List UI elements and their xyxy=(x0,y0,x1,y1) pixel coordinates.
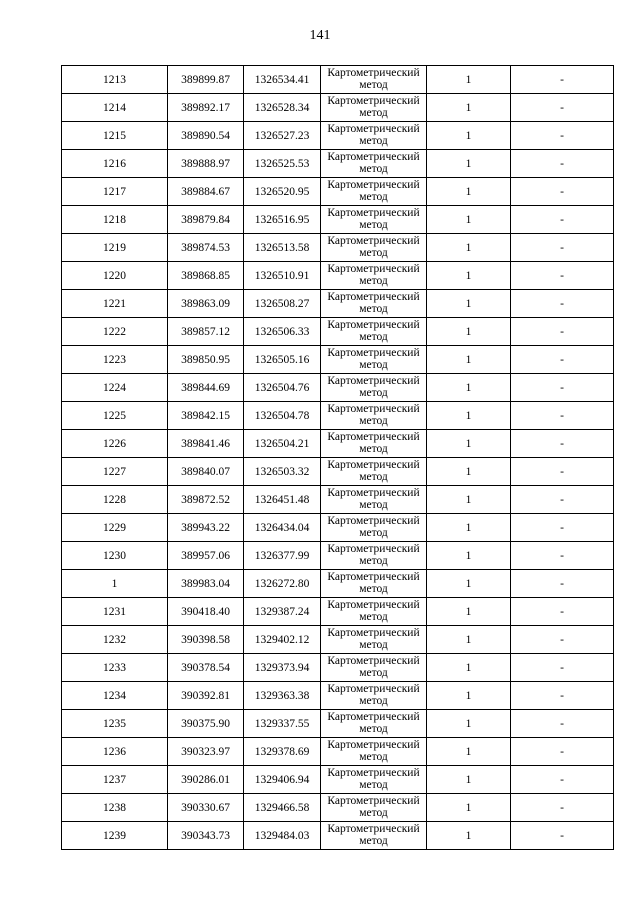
table-row xyxy=(62,542,614,570)
method-line-2: метод xyxy=(359,247,388,259)
cell-note: - xyxy=(511,710,614,738)
cell-y: 1326434.04 xyxy=(244,514,321,542)
cell-point: 1219 xyxy=(62,234,168,262)
table-row xyxy=(62,458,614,486)
cell-note: - xyxy=(511,374,614,402)
method-line-2: метод xyxy=(359,835,388,847)
cell-point: 1239 xyxy=(62,822,168,850)
cell-point: 1224 xyxy=(62,374,168,402)
table-row xyxy=(62,206,614,234)
cell-accuracy: 1 xyxy=(427,738,511,766)
cell-note: - xyxy=(511,794,614,822)
method-line-1: Картометрический xyxy=(327,711,420,723)
method-line-1: Картометрический xyxy=(327,823,420,835)
method-line-1: Картометрический xyxy=(327,207,420,219)
cell-y: 1326527.23 xyxy=(244,122,321,150)
cell-x: 390418.40 xyxy=(168,598,244,626)
cell-x: 389890.54 xyxy=(168,122,244,150)
cell-point: 1232 xyxy=(62,626,168,654)
table-row xyxy=(62,514,614,542)
method-line-1: Картометрический xyxy=(327,347,420,359)
cell-y: 1326377.99 xyxy=(244,542,321,570)
method-line-1: Картометрический xyxy=(327,515,420,527)
cell-accuracy: 1 xyxy=(427,262,511,290)
cell-method xyxy=(321,598,427,626)
cell-point: 1214 xyxy=(62,94,168,122)
cell-note: - xyxy=(511,598,614,626)
method-line-1: Картометрический xyxy=(327,291,420,303)
cell-method xyxy=(321,542,427,570)
method-line-2: метод xyxy=(359,79,388,91)
cell-y: 1329402.12 xyxy=(244,626,321,654)
method-line-1: Картометрический xyxy=(327,151,420,163)
cell-note: - xyxy=(511,738,614,766)
cell-y: 1326508.27 xyxy=(244,290,321,318)
table-row xyxy=(62,150,614,178)
cell-point: 1228 xyxy=(62,486,168,514)
cell-note: - xyxy=(511,262,614,290)
cell-x: 389844.69 xyxy=(168,374,244,402)
cell-accuracy: 1 xyxy=(427,822,511,850)
method-line-1: Картометрический xyxy=(327,767,420,779)
method-line-2: метод xyxy=(359,639,388,651)
cell-method xyxy=(321,766,427,794)
cell-point: 1226 xyxy=(62,430,168,458)
cell-point: 1217 xyxy=(62,178,168,206)
cell-accuracy: 1 xyxy=(427,766,511,794)
cell-y: 1326528.34 xyxy=(244,94,321,122)
cell-x: 390323.97 xyxy=(168,738,244,766)
cell-accuracy: 1 xyxy=(427,430,511,458)
cell-point: 1215 xyxy=(62,122,168,150)
method-line-2: метод xyxy=(359,611,388,623)
cell-point: 1233 xyxy=(62,654,168,682)
method-line-1: Картометрический xyxy=(327,739,420,751)
cell-note: - xyxy=(511,402,614,430)
table-row xyxy=(62,122,614,150)
cell-accuracy: 1 xyxy=(427,94,511,122)
method-line-1: Картометрический xyxy=(327,571,420,583)
cell-method xyxy=(321,206,427,234)
cell-point: 1222 xyxy=(62,318,168,346)
cell-method xyxy=(321,738,427,766)
cell-note: - xyxy=(511,66,614,94)
cell-note: - xyxy=(511,570,614,598)
method-line-1: Картометрический xyxy=(327,375,420,387)
page-number: 141 xyxy=(309,28,331,43)
coordinates-table-body xyxy=(62,66,614,850)
cell-method xyxy=(321,150,427,178)
method-line-2: метод xyxy=(359,107,388,119)
method-line-1: Картометрический xyxy=(327,599,420,611)
cell-x: 389983.04 xyxy=(168,570,244,598)
cell-accuracy: 1 xyxy=(427,318,511,346)
table-row xyxy=(62,290,614,318)
cell-accuracy: 1 xyxy=(427,542,511,570)
cell-x: 389850.95 xyxy=(168,346,244,374)
method-line-2: метод xyxy=(359,443,388,455)
method-line-2: метод xyxy=(359,303,388,315)
cell-point: 1 xyxy=(62,570,168,598)
method-line-2: метод xyxy=(359,331,388,343)
cell-y: 1326513.58 xyxy=(244,234,321,262)
cell-y: 1326516.95 xyxy=(244,206,321,234)
method-line-1: Картометрический xyxy=(327,67,420,79)
method-line-1: Картометрический xyxy=(327,795,420,807)
cell-note: - xyxy=(511,234,614,262)
cell-y: 1329484.03 xyxy=(244,822,321,850)
cell-y: 1329387.24 xyxy=(244,598,321,626)
cell-note: - xyxy=(511,654,614,682)
table-row xyxy=(62,178,614,206)
cell-y: 1329363.38 xyxy=(244,682,321,710)
cell-x: 389872.52 xyxy=(168,486,244,514)
cell-accuracy: 1 xyxy=(427,66,511,94)
cell-note: - xyxy=(511,346,614,374)
cell-x: 389863.09 xyxy=(168,290,244,318)
cell-accuracy: 1 xyxy=(427,290,511,318)
method-line-2: метод xyxy=(359,471,388,483)
cell-y: 1326506.33 xyxy=(244,318,321,346)
method-line-1: Картометрический xyxy=(327,487,420,499)
table-row xyxy=(62,430,614,458)
method-line-2: метод xyxy=(359,163,388,175)
cell-method xyxy=(321,262,427,290)
cell-method xyxy=(321,234,427,262)
cell-accuracy: 1 xyxy=(427,570,511,598)
table-row xyxy=(62,598,614,626)
cell-method xyxy=(321,486,427,514)
cell-method xyxy=(321,514,427,542)
cell-accuracy: 1 xyxy=(427,150,511,178)
cell-method xyxy=(321,710,427,738)
cell-y: 1326520.95 xyxy=(244,178,321,206)
table-row xyxy=(62,794,614,822)
method-line-1: Картометрический xyxy=(327,263,420,275)
table-row xyxy=(62,234,614,262)
cell-method xyxy=(321,178,427,206)
cell-x: 389899.87 xyxy=(168,66,244,94)
method-line-1: Картометрический xyxy=(327,95,420,107)
cell-y: 1326534.41 xyxy=(244,66,321,94)
cell-y: 1326451.48 xyxy=(244,486,321,514)
method-line-2: метод xyxy=(359,359,388,371)
cell-point: 1225 xyxy=(62,402,168,430)
cell-x: 389841.46 xyxy=(168,430,244,458)
cell-y: 1326510.91 xyxy=(244,262,321,290)
method-line-2: метод xyxy=(359,695,388,707)
cell-accuracy: 1 xyxy=(427,626,511,654)
cell-note: - xyxy=(511,458,614,486)
cell-note: - xyxy=(511,822,614,850)
cell-point: 1234 xyxy=(62,682,168,710)
cell-x: 389842.15 xyxy=(168,402,244,430)
cell-point: 1231 xyxy=(62,598,168,626)
method-line-2: метод xyxy=(359,415,388,427)
cell-x: 390392.81 xyxy=(168,682,244,710)
table-row xyxy=(62,94,614,122)
cell-point: 1213 xyxy=(62,66,168,94)
method-line-1: Картометрический xyxy=(327,683,420,695)
cell-x: 390286.01 xyxy=(168,766,244,794)
cell-accuracy: 1 xyxy=(427,178,511,206)
cell-point: 1238 xyxy=(62,794,168,822)
table-row xyxy=(62,66,614,94)
cell-point: 1237 xyxy=(62,766,168,794)
table-row xyxy=(62,570,614,598)
cell-x: 390330.67 xyxy=(168,794,244,822)
method-line-2: метод xyxy=(359,583,388,595)
cell-x: 390375.90 xyxy=(168,710,244,738)
cell-accuracy: 1 xyxy=(427,514,511,542)
cell-x: 389892.17 xyxy=(168,94,244,122)
cell-note: - xyxy=(511,94,614,122)
cell-x: 390343.73 xyxy=(168,822,244,850)
cell-note: - xyxy=(511,542,614,570)
cell-x: 389957.06 xyxy=(168,542,244,570)
coordinates-table xyxy=(61,65,614,850)
cell-x: 389857.12 xyxy=(168,318,244,346)
cell-x: 389868.85 xyxy=(168,262,244,290)
cell-point: 1227 xyxy=(62,458,168,486)
cell-note: - xyxy=(511,514,614,542)
cell-method xyxy=(321,822,427,850)
method-line-2: метод xyxy=(359,275,388,287)
method-line-2: метод xyxy=(359,499,388,511)
cell-note: - xyxy=(511,318,614,346)
cell-note: - xyxy=(511,766,614,794)
cell-note: - xyxy=(511,486,614,514)
cell-point: 1229 xyxy=(62,514,168,542)
table-row xyxy=(62,710,614,738)
table-row xyxy=(62,486,614,514)
cell-method xyxy=(321,374,427,402)
method-line-1: Картометрический xyxy=(327,459,420,471)
cell-method xyxy=(321,458,427,486)
method-line-1: Картометрический xyxy=(327,235,420,247)
cell-note: - xyxy=(511,682,614,710)
cell-x: 390378.54 xyxy=(168,654,244,682)
cell-method xyxy=(321,682,427,710)
cell-x: 389879.84 xyxy=(168,206,244,234)
table-row xyxy=(62,626,614,654)
table-row xyxy=(62,262,614,290)
cell-x: 389884.67 xyxy=(168,178,244,206)
cell-point: 1220 xyxy=(62,262,168,290)
cell-note: - xyxy=(511,206,614,234)
cell-note: - xyxy=(511,122,614,150)
table-row xyxy=(62,318,614,346)
cell-point: 1216 xyxy=(62,150,168,178)
cell-note: - xyxy=(511,290,614,318)
cell-y: 1329337.55 xyxy=(244,710,321,738)
table-row xyxy=(62,346,614,374)
cell-method xyxy=(321,402,427,430)
cell-y: 1329378.69 xyxy=(244,738,321,766)
table-row xyxy=(62,766,614,794)
method-line-2: метод xyxy=(359,555,388,567)
cell-accuracy: 1 xyxy=(427,122,511,150)
table-row xyxy=(62,682,614,710)
cell-accuracy: 1 xyxy=(427,710,511,738)
cell-method xyxy=(321,66,427,94)
cell-accuracy: 1 xyxy=(427,486,511,514)
table-row xyxy=(62,822,614,850)
method-line-1: Картометрический xyxy=(327,319,420,331)
cell-method xyxy=(321,654,427,682)
method-line-2: метод xyxy=(359,191,388,203)
method-line-2: метод xyxy=(359,779,388,791)
cell-method xyxy=(321,318,427,346)
cell-y: 1326503.32 xyxy=(244,458,321,486)
cell-x: 390398.58 xyxy=(168,626,244,654)
cell-accuracy: 1 xyxy=(427,374,511,402)
cell-accuracy: 1 xyxy=(427,402,511,430)
method-line-1: Картометрический xyxy=(327,123,420,135)
cell-y: 1329373.94 xyxy=(244,654,321,682)
cell-accuracy: 1 xyxy=(427,234,511,262)
table-row xyxy=(62,654,614,682)
method-line-2: метод xyxy=(359,135,388,147)
method-line-2: метод xyxy=(359,527,388,539)
cell-accuracy: 1 xyxy=(427,682,511,710)
cell-note: - xyxy=(511,626,614,654)
cell-y: 1326504.76 xyxy=(244,374,321,402)
cell-x: 389888.97 xyxy=(168,150,244,178)
cell-point: 1221 xyxy=(62,290,168,318)
table-row xyxy=(62,374,614,402)
cell-accuracy: 1 xyxy=(427,794,511,822)
table-row xyxy=(62,402,614,430)
cell-y: 1326272.80 xyxy=(244,570,321,598)
cell-note: - xyxy=(511,430,614,458)
method-line-2: метод xyxy=(359,751,388,763)
cell-y: 1329406.94 xyxy=(244,766,321,794)
method-line-1: Картометрический xyxy=(327,655,420,667)
cell-y: 1329466.58 xyxy=(244,794,321,822)
cell-method xyxy=(321,346,427,374)
cell-method xyxy=(321,122,427,150)
method-line-2: метод xyxy=(359,667,388,679)
cell-method xyxy=(321,570,427,598)
cell-accuracy: 1 xyxy=(427,654,511,682)
method-line-1: Картометрический xyxy=(327,431,420,443)
cell-method xyxy=(321,430,427,458)
cell-accuracy: 1 xyxy=(427,458,511,486)
cell-method xyxy=(321,794,427,822)
cell-y: 1326504.21 xyxy=(244,430,321,458)
method-line-2: метод xyxy=(359,807,388,819)
cell-point: 1223 xyxy=(62,346,168,374)
cell-y: 1326505.16 xyxy=(244,346,321,374)
cell-accuracy: 1 xyxy=(427,206,511,234)
cell-x: 389943.22 xyxy=(168,514,244,542)
method-line-2: метод xyxy=(359,387,388,399)
method-line-2: метод xyxy=(359,723,388,735)
cell-method xyxy=(321,626,427,654)
method-line-1: Картометрический xyxy=(327,627,420,639)
method-line-1: Картометрический xyxy=(327,543,420,555)
cell-y: 1326525.53 xyxy=(244,150,321,178)
cell-x: 389840.07 xyxy=(168,458,244,486)
cell-y: 1326504.78 xyxy=(244,402,321,430)
cell-note: - xyxy=(511,178,614,206)
method-line-1: Картометрический xyxy=(327,403,420,415)
cell-point: 1236 xyxy=(62,738,168,766)
cell-method xyxy=(321,290,427,318)
table-row xyxy=(62,738,614,766)
method-line-1: Картометрический xyxy=(327,179,420,191)
cell-accuracy: 1 xyxy=(427,598,511,626)
cell-point: 1230 xyxy=(62,542,168,570)
method-line-2: метод xyxy=(359,219,388,231)
cell-point: 1235 xyxy=(62,710,168,738)
cell-method xyxy=(321,94,427,122)
cell-point: 1218 xyxy=(62,206,168,234)
cell-note: - xyxy=(511,150,614,178)
cell-x: 389874.53 xyxy=(168,234,244,262)
cell-accuracy: 1 xyxy=(427,346,511,374)
